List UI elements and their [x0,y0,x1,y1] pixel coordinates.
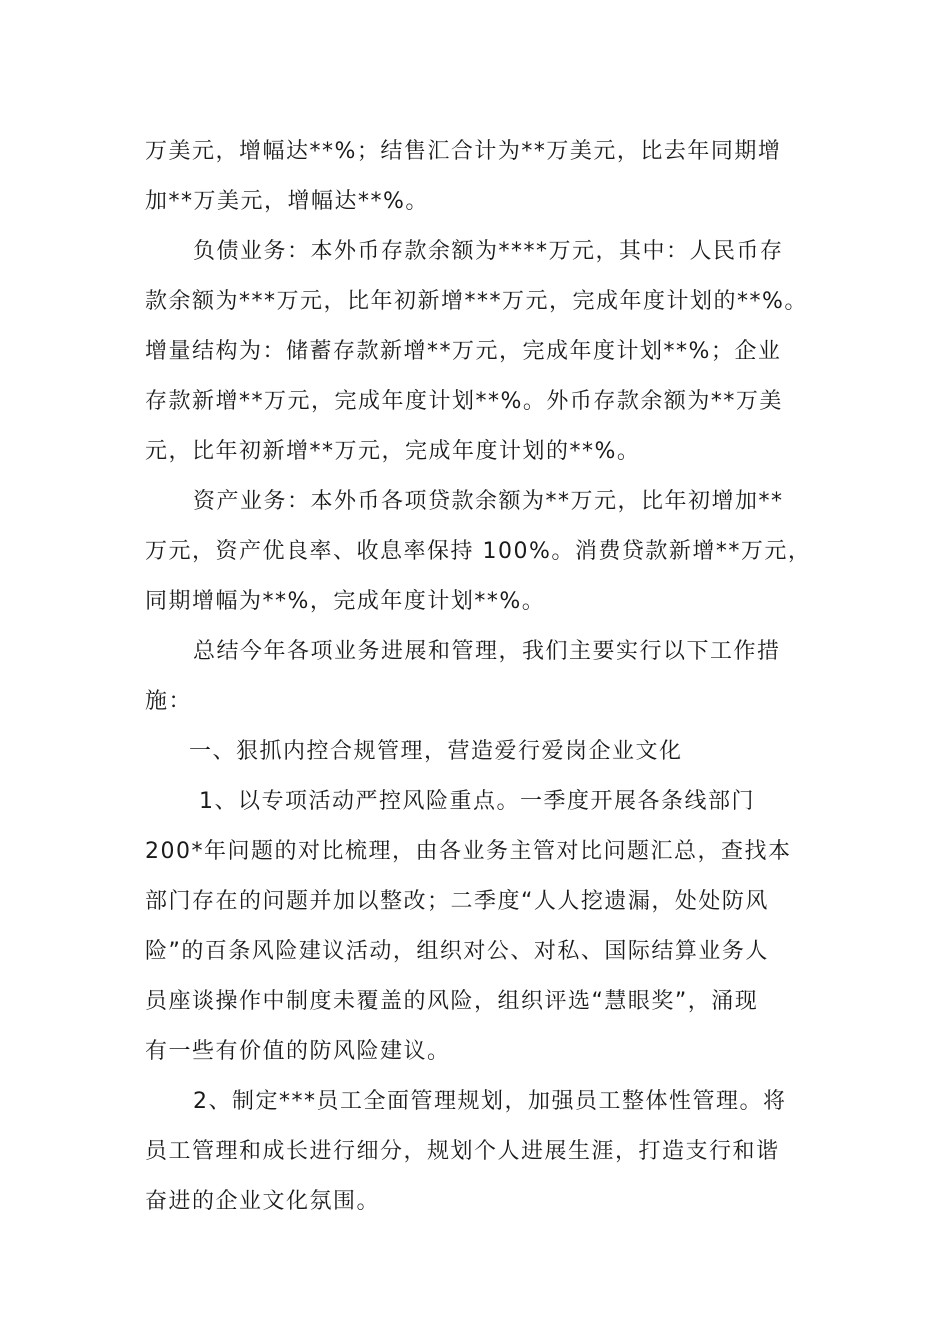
paragraph-line: 负债业务：本外币存款余额为****万元，其中：人民币存 [193,239,784,264]
paragraph-line: 员座谈操作中制度未覆盖的风险，组织评选“慧眼奖”，涌现 [145,989,759,1014]
paragraph-line: 增量结构为：储蓄存款新增**万元，完成年度计划**%；企业 [145,339,782,364]
paragraph-line: 元，比年初新增**万元，完成年度计划的**%。 [145,439,641,464]
paragraph-line: 施： [145,689,193,714]
paragraph-line: 总结今年各项业务进展和管理，我们主要实行以下工作措 [193,639,781,664]
paragraph-line: 加**万美元，增幅达**%。 [145,189,429,214]
section-heading: 一、狠抓内控合规管理，营造爱行爱岗企业文化 [189,739,683,764]
paragraph-line: 奋进的企业文化氛围。 [145,1189,381,1214]
paragraph-line: 有一些有价值的防风险建议。 [145,1039,451,1064]
paragraph-line: 资产业务：本外币各项贷款余额为**万元，比年初增加** [193,489,784,514]
paragraph-line: 万元，资产优良率、收息率保持 100%。消费贷款新增**万元， [145,539,812,564]
paragraph-line: 险”的百条风险建议活动，组织对公、对私、国际结算业务人 [145,939,769,964]
paragraph-line: 存款新增**万元，完成年度计划**%。外币存款余额为**万美 [145,389,783,414]
paragraph-line: 同期增幅为**%，完成年度计划**%。 [145,589,546,614]
paragraph-line: 1、以专项活动严控风险重点。一季度开展各条线部门 [199,789,755,814]
paragraph-line: 款余额为***万元，比年初新增***万元，完成年度计划的**%。 [145,289,808,314]
paragraph-line: 部门存在的问题并加以整改；二季度“人人挖遗漏，处处防风 [145,889,769,914]
document-body [145,130,825,1230]
paragraph-line: 200*年问题的对比梳理，由各业务主管对比问题汇总，查找本 [145,839,792,864]
paragraph-line: 员工管理和成长进行细分，规划个人进展生涯，打造支行和谐 [145,1139,780,1164]
paragraph-line: 2、制定***员工全面管理规划，加强员工整体性管理。将 [193,1089,787,1114]
paragraph-line: 万美元，增幅达**%；结售汇合计为**万美元，比去年同期增 [145,139,782,164]
